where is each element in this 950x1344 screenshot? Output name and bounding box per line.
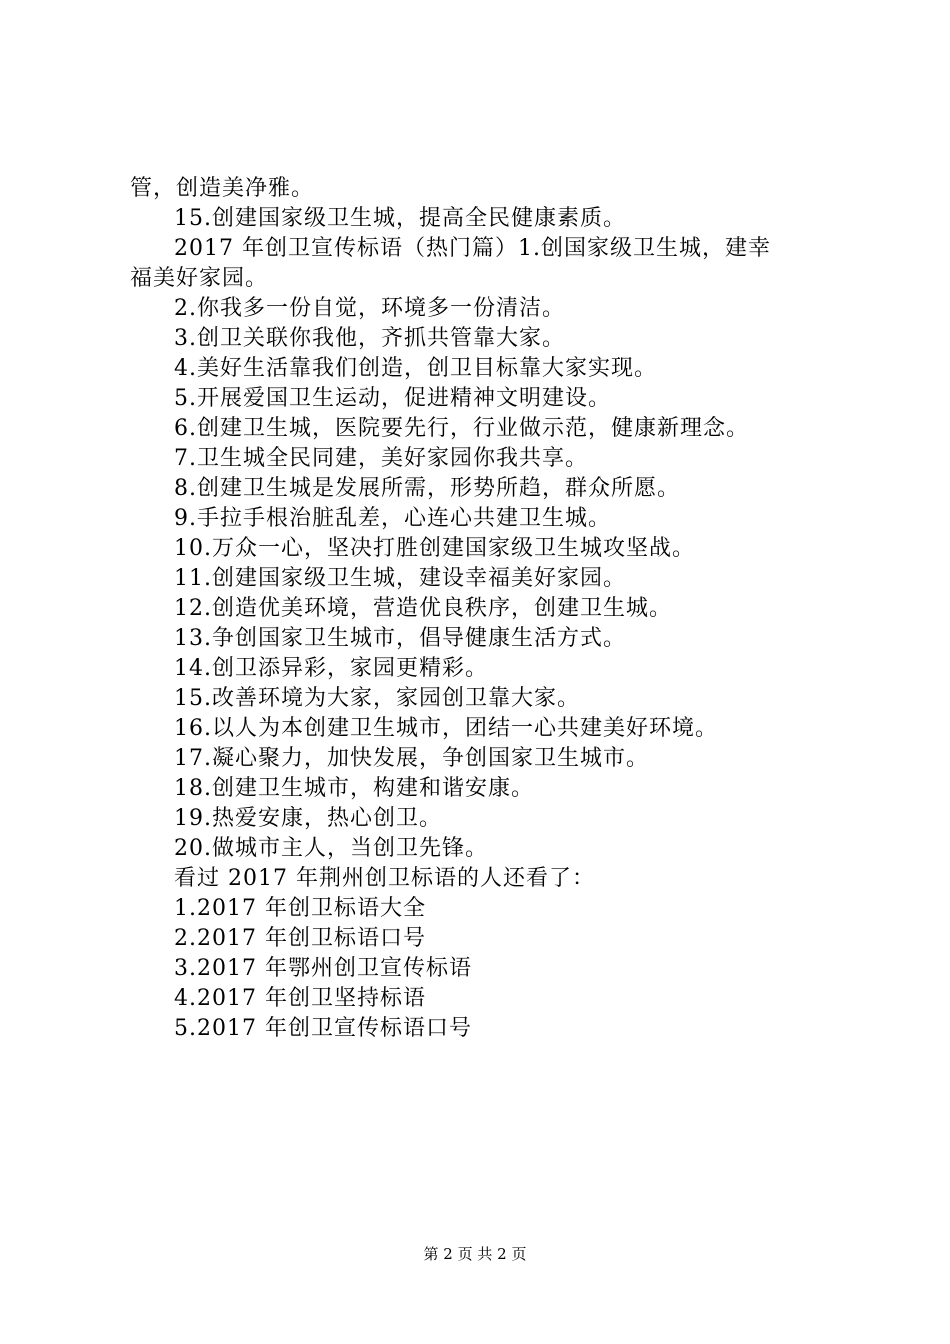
text-line: 10.万众一心，坚决打胜创建国家级卫生城攻坚战。 [174, 536, 695, 561]
text-line: 5.开展爱国卫生运动，促进精神文明建设。 [174, 386, 611, 411]
text-line: 11.创建国家级卫生城，建设幸福美好家园。 [174, 566, 626, 591]
text-line: 17.凝心聚力，加快发展，争创国家卫生城市。 [174, 746, 649, 771]
related-item: 1.2017 年创卫标语大全 [174, 896, 426, 921]
text-line: 14.创卫添异彩，家园更精彩。 [174, 656, 488, 681]
text-line: 15.改善环境为大家，家园创卫靠大家。 [174, 686, 580, 711]
text-line: 19.热爱安康，热心创卫。 [174, 806, 442, 831]
related-item: 4.2017 年创卫坚持标语 [174, 986, 426, 1011]
document-body [130, 174, 830, 1044]
text-line: 13.争创国家卫生城市，倡导健康生活方式。 [174, 626, 626, 651]
text-line: 6.创建卫生城，医院要先行，行业做示范，健康新理念。 [174, 416, 749, 441]
related-heading: 看过 2017 年荆州创卫标语的人还看了： [174, 866, 595, 891]
text-line: 20.做城市主人，当创卫先锋。 [174, 836, 488, 861]
text-line: 15.创建国家级卫生城，提高全民健康素质。 [174, 206, 626, 231]
related-item: 5.2017 年创卫宣传标语口号 [174, 1016, 472, 1041]
text-line: 福美好家园。 [130, 266, 269, 291]
text-line: 12.创造优美环境，营造优良秩序，创建卫生城。 [174, 596, 672, 621]
text-line: 8.创建卫生城是发展所需，形势所趋，群众所愿。 [174, 476, 680, 501]
text-line: 3.创卫关联你我他，齐抓共管靠大家。 [174, 326, 565, 351]
text-line: 7.卫生城全民同建，美好家园你我共享。 [174, 446, 588, 471]
text-line: 9.手拉手根治脏乱差，心连心共建卫生城。 [174, 506, 611, 531]
text-line: 2017 年创卫宣传标语（热门篇）1.创国家级卫生城，建幸 [174, 236, 771, 261]
text-line: 16.以人为本创建卫生城市，团结一心共建美好环境。 [174, 716, 718, 741]
related-item: 3.2017 年鄂州创卫宣传标语 [174, 956, 472, 981]
text-line: 18.创建卫生城市，构建和谐安康。 [174, 776, 534, 801]
text-line: 管，创造美净雅。 [130, 176, 315, 201]
related-item: 2.2017 年创卫标语口号 [174, 926, 426, 951]
text-line: 4.美好生活靠我们创造，创卫目标靠大家实现。 [174, 356, 657, 381]
text-line: 2.你我多一份自觉，环境多一份清洁。 [174, 296, 565, 321]
page-number-footer: 第 2 页 共 2 页 [423, 1245, 527, 1263]
